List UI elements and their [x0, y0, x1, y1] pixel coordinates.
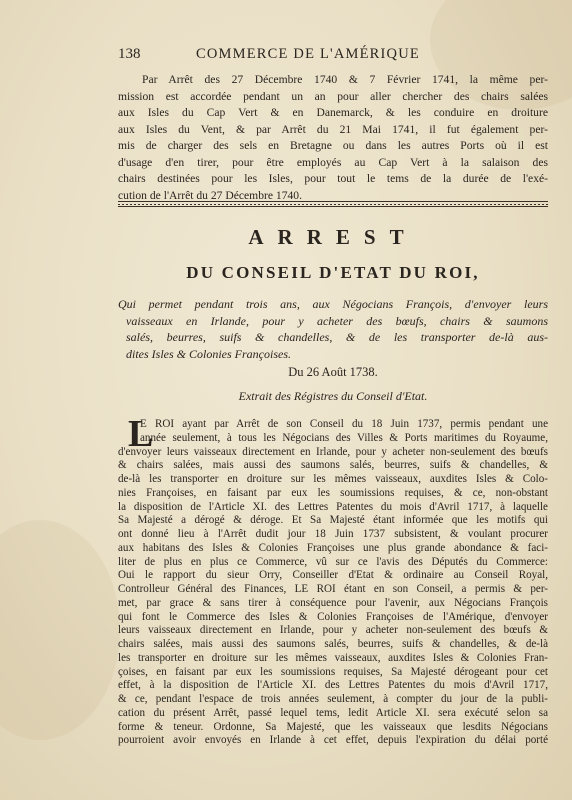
body-line: effet, à la disposition de l'Article XI. des Lettres Patentes du mois d'Avril 1717, [118, 679, 548, 692]
body-line: nies Françoises, en faisant par eux les soumissions requises, & ce, non-obstant [118, 486, 548, 499]
body-line: met, par grace & sans tirer à conséquence pour l'avenir, aux Négocians François [118, 596, 548, 609]
extrait-line: Extrait des Régistres du Conseil d'Etat. [238, 389, 428, 403]
drop-cap: L [128, 413, 154, 455]
body-line: Oui le rapport du sieur Orry, Conseiller d'Etat & ordinaire au Conseil Royal, [118, 569, 548, 582]
body-line: forme & teneur. Ordonne, Sa Majesté, que les vaisseaux que lesdits Négocians [118, 720, 548, 733]
text-line: d'usage d'en tirer, pour être employés au Cap Vert à la salaison des [118, 155, 548, 169]
arrest-title: ARREST [248, 225, 418, 249]
paper-stain [0, 520, 120, 740]
text-line: Par Arrêt des 27 Décembre 1740 & 7 Février 1741, la même per- [142, 73, 548, 86]
section-divider [118, 201, 548, 207]
body-line: la disposition de l'Article XI. des Lettres Patentes du mois d'Avril 1717, à laquelle [118, 500, 548, 513]
body-line: çoises, en faisant par eux les soumissions requises, Sa Majesté dérogeant pour cet [118, 665, 548, 678]
body-line: E ROI ayant par Arrêt de son Conseil du 18 Juin 1737, permis pendant une [140, 418, 548, 430]
body-line: ont donné lieu à l'Arrêt dudit jour 18 Juin 1737 subsistent, & voulant procurer [118, 528, 548, 540]
body-line: leurs vaisseaux directement en Irlande, pour y acheter non-seulement des bœufs & [118, 624, 548, 637]
page-header [118, 46, 548, 64]
body-line: aux habitans des Isles & Colonies Françoises une plus grande abondance & faci- [118, 541, 548, 554]
body-line: & chairs salées, mais aussi des saumons salés, beurres, suifs & chandelles, & [118, 459, 548, 472]
body-line: Controlleur Général des Finances, LE ROI étant en son Conseil, a permis & per- [118, 583, 548, 595]
body-line: les transporter en droiture sur les mêmes vaisseaux, auxdites Isles & Colonies Fran- [118, 651, 548, 664]
body-line: Sa Majesté a dérogé & déroge. Et Sa Majesté étant informée que les motifs qui [118, 514, 548, 527]
body-line: d'envoyer leurs vaisseaux directement en Irlande, pour y acheter non-seulement des bœufs [118, 445, 548, 458]
text-line: cution de l'Arrêt du 27 Décembre 1740. [118, 188, 302, 202]
arrest-subtitle: DU CONSEIL D'ETAT DU ROI, [186, 263, 480, 282]
arrest-summary [118, 296, 548, 362]
text-line: aux Isles du Cap Vert & en Danemarck, & les conduire en droiture [118, 106, 548, 119]
summary-line: vaisseaux en Irlande, pour y acheter des bœufs, chairs & saumons [126, 313, 548, 328]
page-number: 138 [118, 46, 141, 62]
body-line: liter de plus en plus ce Commerce, vû sur ce l'avis des Députés du Commerce: [118, 555, 548, 568]
body-line: & ce, pendant l'espace de trois années seulement, à compter du jour de la publi- [118, 693, 548, 705]
arrest-date: Du 26 Août 1738. [288, 365, 378, 379]
body-line: qui font le Commerce des Isles & Colonies Françoises de l'Amérique, d'envoyer [118, 610, 548, 623]
body-line: année seulement, à tous les Négocians des Villes & Ports maritimes du Royaume, [140, 431, 548, 444]
body-line: chairs salées, mais aussi des saumons salés, beurres, suifs & chandelles, & de-là [118, 638, 548, 650]
running-head: COMMERCE DE L'AMÉRIQUE [196, 46, 420, 62]
summary-line: Qui permet pendant trois ans, aux Négocians François, d'envoyer leurs [118, 297, 548, 311]
body-line: cation du présent Arrêt, passé lequel tems, ledit Article XI. sera exécuté selon sa [118, 706, 548, 719]
text-line: mission est accordée pendant un an pour aller chercher des chairs salées [118, 89, 548, 103]
text-line: mis de charger des sels en Bretagne ou dans les autres Ports où il est [118, 139, 548, 152]
intro-paragraph [118, 72, 548, 204]
text-line: chairs destinées pour les Isles, pour tout le tems de la durée de l'exé- [118, 172, 548, 185]
summary-line: salés, beurres, suifs & chandelles, & de les transporter de-là aus- [126, 330, 548, 344]
divider-ornament [118, 204, 548, 205]
text-line: aux Isles du Vent, & par Arrêt du 21 Mai 1741, il fut également per- [118, 122, 548, 136]
body-text [118, 413, 548, 748]
body-line: pourroient avoir envoyés en Irlande à cet effet, depuis l'expiration du délai porté [118, 734, 548, 747]
summary-line: dites Isles & Colonies Françoises. [126, 346, 291, 361]
body-line: de-là les transporter en droiture sur les mêmes vaisseaux, auxdites Isles & Colo- [118, 473, 548, 485]
